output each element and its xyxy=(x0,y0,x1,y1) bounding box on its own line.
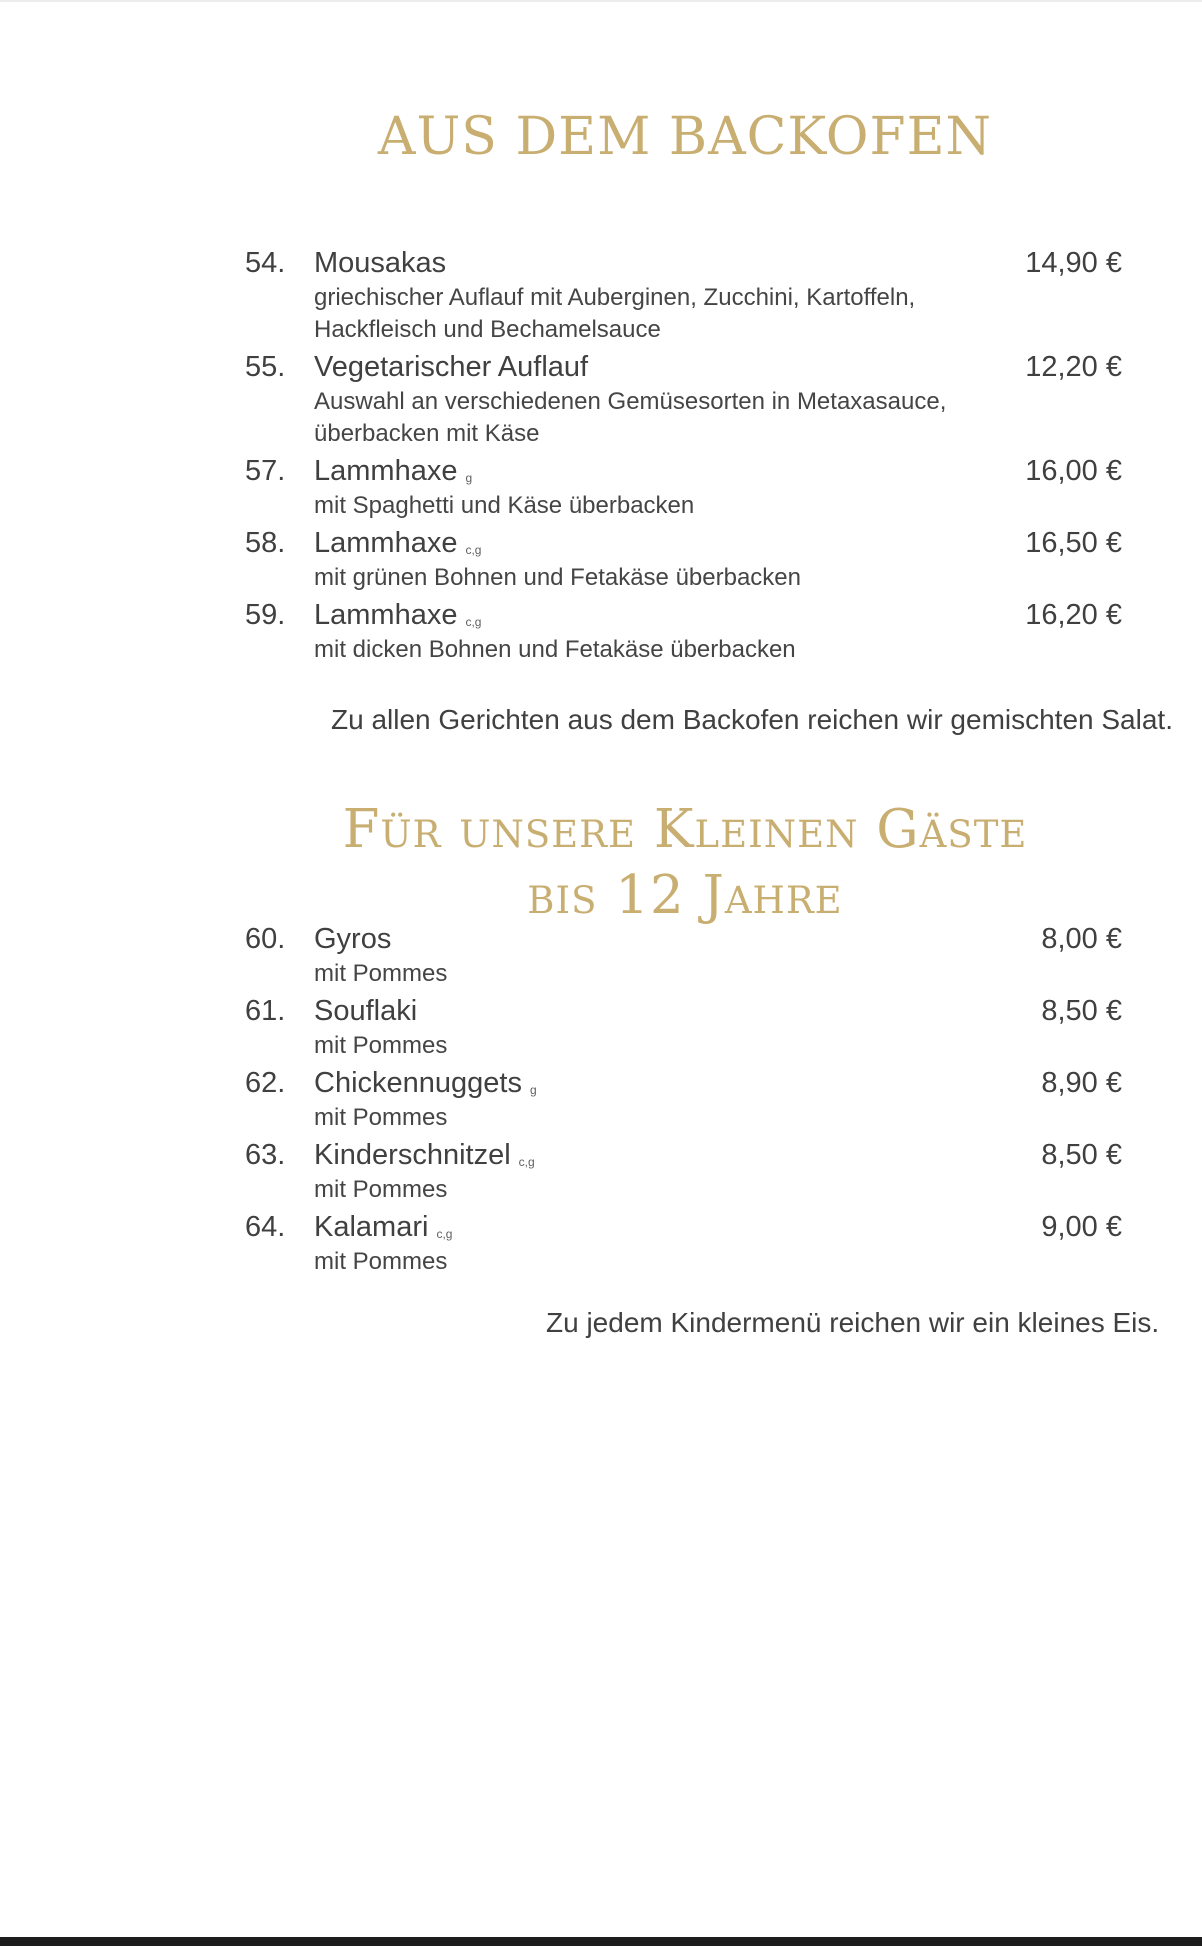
item-name xyxy=(314,1208,452,1253)
item-description: mit Pommes xyxy=(314,1176,448,1203)
item-allergens: c,g xyxy=(465,615,482,629)
item-name-text: Lammhaxe xyxy=(314,455,458,487)
item-number: 62. xyxy=(245,1067,286,1099)
menu-item xyxy=(0,596,1202,666)
item-name xyxy=(314,348,596,393)
item-allergens: c,g xyxy=(436,1227,453,1241)
item-name-text: Kinderschnitzel xyxy=(314,1139,511,1171)
item-description: griechischer Auflauf mit Auberginen, Zucchini, Kartoffeln, Hackfleisch und Bechamelsauce xyxy=(314,284,916,343)
menu-item xyxy=(0,1208,1202,1278)
section-title-kinder xyxy=(0,797,1202,929)
section-note-backofen: Zu allen Gerichten aus dem Backofen reichen wir gemischten Salat. xyxy=(331,704,1173,735)
item-name-text: Vegetarischer Auflauf xyxy=(314,351,589,383)
item-allergens: c,g xyxy=(518,1155,535,1169)
bottom-bar xyxy=(0,1937,1202,1946)
item-price: 8,00 € xyxy=(1041,923,1122,955)
item-name-text: Chickennuggets xyxy=(314,1067,522,1099)
menu-item xyxy=(0,348,1202,450)
item-name-text: Gyros xyxy=(314,923,392,955)
section-title-backofen: AUS DEM BACKOFEN xyxy=(377,107,993,167)
top-divider xyxy=(0,0,1202,2)
item-name-text: Kalamari xyxy=(314,1211,429,1243)
item-name xyxy=(314,452,472,497)
item-allergens: c,g xyxy=(465,543,482,557)
item-name-text: Lammhaxe xyxy=(314,527,458,559)
item-number: 61. xyxy=(245,995,286,1027)
item-name xyxy=(314,524,481,569)
menu-item xyxy=(0,452,1202,522)
item-name xyxy=(314,596,481,641)
item-price: 8,50 € xyxy=(1041,995,1122,1027)
item-price: 9,00 € xyxy=(1041,1211,1122,1243)
section-note-kinder: Zu jedem Kindermenü reichen wir ein kleines Eis. xyxy=(546,1307,1160,1338)
section-title-line-2: bis 12 Jahre xyxy=(527,865,843,926)
item-description: mit dicken Bohnen und Fetakäse überbacken xyxy=(314,636,796,663)
item-name-text: Mousakas xyxy=(314,247,447,279)
menu-item xyxy=(0,1136,1202,1206)
item-allergens: g xyxy=(529,1083,537,1097)
menu-item xyxy=(0,920,1202,990)
item-description: mit grünen Bohnen und Fetakäse überbacken xyxy=(314,564,801,591)
item-name-text: Lammhaxe xyxy=(314,599,458,631)
item-description: mit Pommes xyxy=(314,1248,448,1275)
item-number: 59. xyxy=(245,599,286,631)
item-number: 64. xyxy=(245,1211,286,1243)
section-title-line-1: Für unsere Kleinen Gäste xyxy=(342,799,1028,860)
item-price: 8,50 € xyxy=(1041,1139,1122,1171)
item-description: mit Pommes xyxy=(314,1032,448,1059)
menu-item xyxy=(0,992,1202,1062)
item-number: 55. xyxy=(245,351,286,383)
item-price: 16,20 € xyxy=(1025,599,1122,631)
item-price: 16,00 € xyxy=(1025,455,1122,487)
item-price: 14,90 € xyxy=(1025,247,1122,279)
menu-item xyxy=(0,244,1202,346)
item-description: mit Spaghetti und Käse überbacken xyxy=(314,492,695,519)
item-name xyxy=(314,992,425,1037)
item-description: Auswahl an verschiedenen Gemüsesorten in Metaxasauce, überbacken mit Käse xyxy=(314,388,947,447)
menu-list-backofen xyxy=(0,244,1202,668)
menu-item xyxy=(0,1064,1202,1134)
item-name xyxy=(314,920,399,965)
item-number: 63. xyxy=(245,1139,286,1171)
menu-list-kinder xyxy=(0,920,1202,1280)
item-allergens: g xyxy=(465,471,473,485)
item-number: 54. xyxy=(245,247,286,279)
item-name-text: Souflaki xyxy=(314,995,418,1027)
item-price: 16,50 € xyxy=(1025,527,1122,559)
item-description: mit Pommes xyxy=(314,960,448,987)
item-name xyxy=(314,1064,537,1109)
menu-item xyxy=(0,524,1202,594)
item-name xyxy=(314,244,454,289)
item-number: 58. xyxy=(245,527,286,559)
item-description: mit Pommes xyxy=(314,1104,448,1131)
item-number: 60. xyxy=(245,923,286,955)
item-number: 57. xyxy=(245,455,286,487)
item-price: 8,90 € xyxy=(1041,1067,1122,1099)
item-name xyxy=(314,1136,535,1181)
item-price: 12,20 € xyxy=(1025,351,1122,383)
